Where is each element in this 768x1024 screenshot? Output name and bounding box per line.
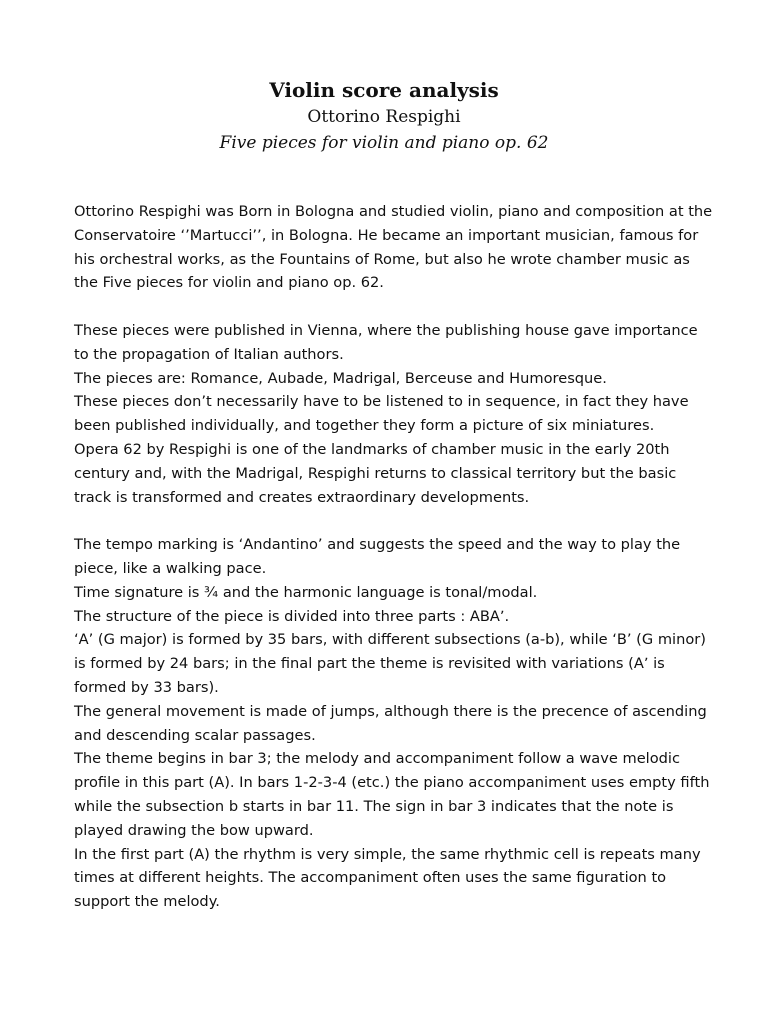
text-line: piece, like a walking pace. (74, 559, 267, 577)
text-line: to the propagation of Italian authors. (74, 345, 344, 363)
text-line: Time signature is ¾ and the harmonic language is tonal/modal. (74, 583, 538, 601)
text-line: ‘A’ (G major) is formed by 35 bars, with different subsections (a-b), while ‘B’ (G minor) (74, 631, 706, 649)
paragraph-gap (74, 295, 722, 319)
text-line: the Five pieces for violin and piano op. 62. (74, 274, 384, 292)
text-line: and descending scalar passages. (74, 726, 316, 744)
text-line: The theme begins in bar 3; the melody and accompaniment follow a wave melodic (74, 750, 681, 768)
text-line: These pieces were published in Vienna, where the publishing house gave importance (74, 321, 698, 339)
document-work-title: Five pieces for violin and piano op. 62 (219, 133, 549, 153)
paragraph (74, 533, 722, 914)
text-line: Opera 62 by Respighi is one of the landmarks of chamber music in the early 20th (74, 440, 670, 458)
text-line: Ottorino Respighi was Born in Bologna and studied violin, piano and composition at the (74, 203, 713, 220)
document-header (0, 76, 768, 156)
document-title: Violin score analysis (269, 78, 499, 102)
text-line: formed by 33 bars). (74, 678, 219, 696)
paragraph-gap (74, 509, 722, 533)
document-body (74, 200, 722, 914)
text-line: his orchestral works, as the Fountains of Rome, but also he wrote chamber music as (74, 250, 690, 268)
text-line: Conservatoire ‘’Martucci’’, in Bologna. He became an important musician, famous for (74, 226, 699, 244)
document-author: Ottorino Respighi (307, 107, 461, 127)
text-line: profile in this part (A). In bars 1-2-3-4 (etc.) the piano accompaniment uses empty fifth (74, 774, 710, 792)
text-line: The tempo marking is ‘Andantino’ and suggests the speed and the way to play the (74, 536, 681, 554)
text-line: times at different heights. The accompaniment often uses the same figuration to (74, 869, 667, 887)
text-line: been published individually, and together they form a picture of six miniatures. (74, 417, 655, 435)
text-line: The pieces are: Romance, Aubade, Madrigal, Berceuse and Humoresque. (74, 369, 607, 387)
text-line: century and, with the Madrigal, Respighi returns to classical territory but the basic (74, 464, 677, 482)
text-line: These pieces don’t necessarily have to be listened to in sequence, in fact they have (74, 393, 689, 411)
text-line: while the subsection b starts in bar 11. The sign in bar 3 indicates that the note is (74, 797, 674, 815)
text-line: played drawing the bow upward. (74, 821, 314, 839)
text-line: support the melody. (74, 893, 220, 911)
text-line: is formed by 24 bars; in the final part the theme is revisited with variations (Aʼ is (74, 655, 665, 673)
text-line: In the first part (A) the rhythm is very simple, the same rhythmic cell is repeats many (74, 845, 701, 863)
text-line: The general movement is made of jumps, although there is the precence of ascending (74, 702, 707, 720)
text-line: The structure of the piece is divided into three parts : ABAʼ. (74, 607, 510, 625)
paragraph (74, 200, 722, 295)
paragraph (74, 319, 722, 509)
text-line: track is transformed and creates extraordinary developments. (74, 488, 530, 506)
